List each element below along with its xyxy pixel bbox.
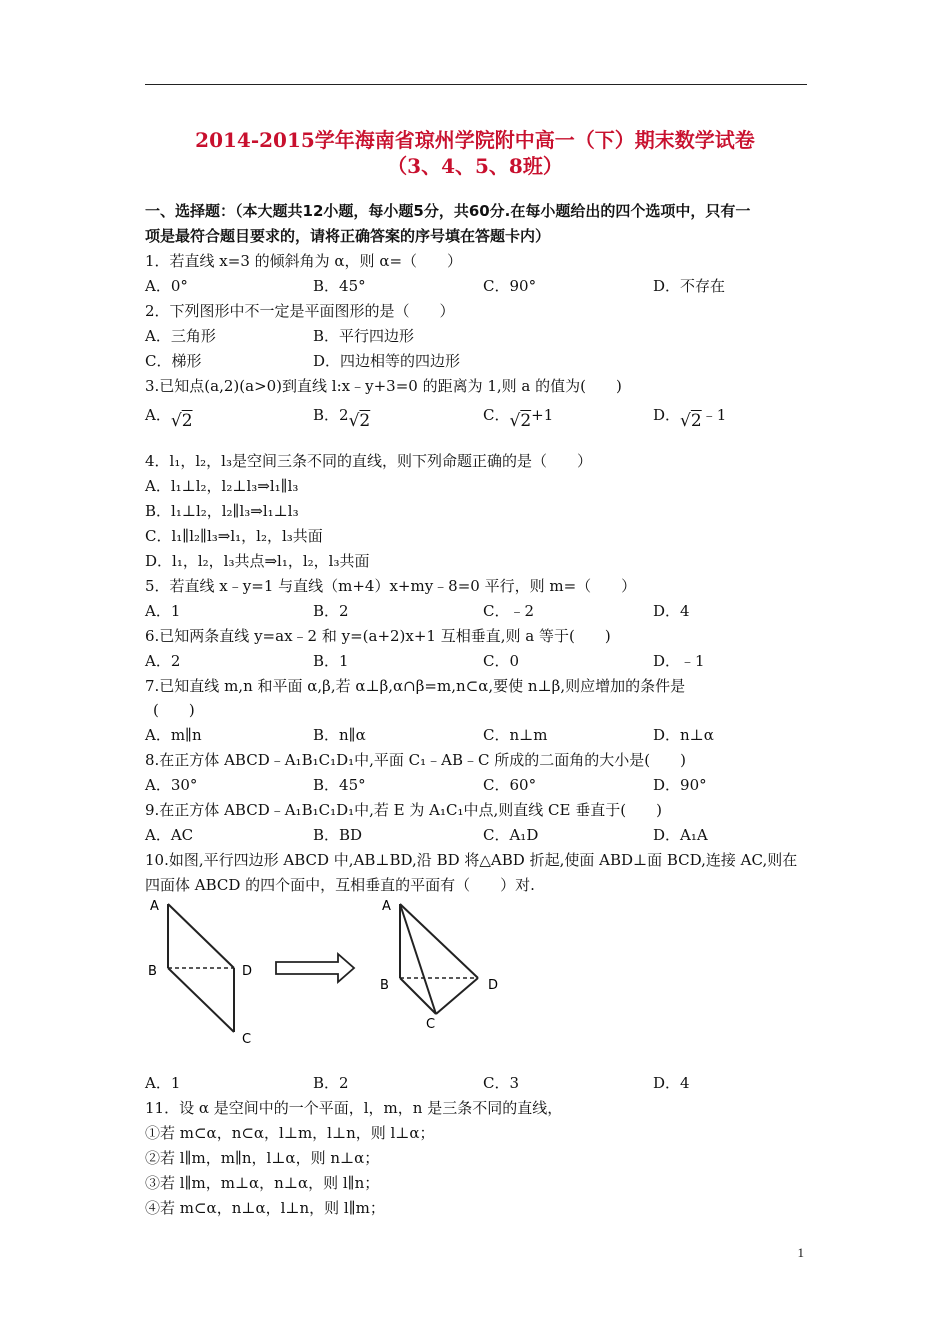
tetrahedron-figure xyxy=(380,899,498,1032)
q3-c-suffix: +1 xyxy=(531,406,554,424)
label-b: B xyxy=(148,964,157,979)
q4-option-b: B．l₁⊥l₂，l₂∥l₃⇒l₁⊥l₃ xyxy=(145,502,299,520)
q5-option-d: D．4 xyxy=(653,602,690,620)
q2-option-d: D．四边相等的四边形 xyxy=(313,352,461,370)
q7-option-a: A．m∥n xyxy=(145,726,202,744)
radicand: 2 xyxy=(359,411,371,431)
q1-option-b: B．45° xyxy=(313,277,366,295)
header-rule xyxy=(145,84,807,85)
q10-option-d: D．4 xyxy=(653,1074,690,1092)
q11-statement-4: ④若 m⊂α，n⊥α，l⊥n，则 l∥m； xyxy=(145,1199,385,1217)
question-6-stem: 6.已知两条直线 y=ax﹣2 和 y=(a+2)x+1 互相垂直,则 a 等于( ) xyxy=(145,627,611,645)
question-4-stem: 4．l₁，l₂，l₃是空间三条不同的直线，则下列命题正确的是（ ） xyxy=(145,452,592,470)
page-title: 2014-2015学年海南省琼州学院附中高一（下）期末数学试卷 xyxy=(195,128,755,152)
arrow-icon xyxy=(276,954,354,982)
q10-option-a: A．1 xyxy=(145,1074,181,1092)
radicand: 2 xyxy=(690,411,702,431)
q3-b-prefix: B．2 xyxy=(313,406,349,424)
question-2-stem: 2．下列图形中不一定是平面图形的是（ ） xyxy=(145,302,455,320)
question-10-stem-cont: 四面体 ABCD 的四个面中，互相垂直的平面有（ ）对. xyxy=(145,876,535,894)
q3-d-prefix: D． xyxy=(653,406,681,424)
radicand: 2 xyxy=(181,411,193,431)
q6-option-b: B．1 xyxy=(313,652,349,670)
q2-option-c: C．梯形 xyxy=(145,352,202,370)
q1-option-a: A．0° xyxy=(145,277,188,295)
q5-option-c: C．﹣2 xyxy=(483,602,535,620)
question-7-stem: 7.已知直线 m,n 和平面 α,β,若 α⊥β,α∩β=m,n⊂α,要使 n⊥β,则应增加的条件是 xyxy=(145,677,686,695)
q9-option-a: A．AC xyxy=(145,826,194,844)
question-8-stem: 8.在正方体 ABCD﹣A₁B₁C₁D₁中,平面 C₁﹣AB﹣C 所成的二面角的大小是( ) xyxy=(145,751,686,769)
label-b: B xyxy=(380,978,389,993)
question-3-stem: 3.已知点(a,2)(a>0)到直线 l:x﹣y+3=0 的距离为 1,则 a 的值为( ) xyxy=(145,377,622,395)
q9-option-b: B．BD xyxy=(313,826,363,844)
q5-option-b: B．2 xyxy=(313,602,349,620)
q4-option-c: C．l₁∥l₂∥l₃⇒l₁，l₂，l₃共面 xyxy=(145,527,323,545)
q5-option-a: A．1 xyxy=(145,602,181,620)
q7-option-d: D．n⊥α xyxy=(653,726,714,744)
sqrt-symbol: √2 xyxy=(170,411,193,431)
q11-statement-1: ①若 m⊂α，n⊂α，l⊥m，l⊥n，则 l⊥α； xyxy=(145,1124,435,1142)
q11-statement-3: ③若 l∥m，m⊥α，n⊥α，则 l∥n； xyxy=(145,1174,380,1192)
question-1-stem: 1．若直线 x=3 的倾斜角为 α，则 α=（ ） xyxy=(145,252,463,270)
q8-option-c: C．60° xyxy=(483,776,537,794)
parallelogram-figure xyxy=(148,899,252,1047)
label-c: C xyxy=(426,1017,436,1032)
sqrt-symbol: √2 xyxy=(680,411,702,431)
page-subtitle: （3、4、5、8班） xyxy=(387,154,563,178)
label-d: D xyxy=(242,964,253,979)
sqrt-symbol: √2 xyxy=(509,411,532,431)
question-11-stem: 11．设 α 是空间中的一个平面，l，m，n 是三条不同的直线， xyxy=(145,1099,563,1117)
label-a: A xyxy=(382,899,391,914)
question-9-stem: 9.在正方体 ABCD﹣A₁B₁C₁D₁中,若 E 为 A₁C₁中点,则直线 CE 垂直于( ) xyxy=(145,801,662,819)
q3-option-c xyxy=(483,405,553,431)
q1-option-d: D．不存在 xyxy=(653,277,726,295)
q3-option-b xyxy=(313,405,370,431)
q4-option-a: A．l₁⊥l₂，l₂⊥l₃⇒l₁∥l₃ xyxy=(145,477,299,495)
folding-figure xyxy=(140,896,520,1056)
q10-option-c: C．3 xyxy=(483,1074,520,1092)
page-number: 1 xyxy=(797,1245,804,1260)
sqrt-symbol: √2 xyxy=(348,411,371,431)
question-5-stem: 5．若直线 x﹣y=1 与直线（m+4）x+my﹣8=0 平行，则 m=（ ） xyxy=(145,577,637,595)
q6-option-c: C．0 xyxy=(483,652,520,670)
label-c: C xyxy=(242,1032,252,1047)
q2-option-a: A．三角形 xyxy=(145,327,216,345)
q10-option-b: B．2 xyxy=(313,1074,349,1092)
q9-option-d: D．A₁A xyxy=(653,826,708,844)
section-heading-cont: 项是最符合题目要求的，请将正确答案的序号填在答题卡内） xyxy=(145,227,551,245)
question-7-stem-cont: ( ) xyxy=(153,701,195,719)
q8-option-d: D．90° xyxy=(653,776,707,794)
q3-option-a xyxy=(145,405,193,431)
q8-option-b: B．45° xyxy=(313,776,366,794)
q8-option-a: A．30° xyxy=(145,776,198,794)
section-heading: 一、选择题：（本大题共12小题，每小题5分，共60分.在每小题给出的四个选项中，只有一 xyxy=(145,202,751,220)
q4-option-d: D．l₁，l₂，l₃共点⇒l₁，l₂，l₃共面 xyxy=(145,552,370,570)
q6-option-d: D．﹣1 xyxy=(653,652,705,670)
q3-d-suffix: ﹣1 xyxy=(701,406,727,424)
q11-statement-2: ②若 l∥m，m∥n，l⊥α，则 n⊥α； xyxy=(145,1149,380,1167)
q1-option-c: C．90° xyxy=(483,277,537,295)
q3-c-prefix: C． xyxy=(483,406,510,424)
q9-option-c: C．A₁D xyxy=(483,826,539,844)
q2-option-b: B．平行四边形 xyxy=(313,327,415,345)
radicand: 2 xyxy=(520,411,532,431)
q7-option-b: B．n∥α xyxy=(313,726,366,744)
q6-option-a: A．2 xyxy=(145,652,181,670)
q7-option-c: C．n⊥m xyxy=(483,726,548,744)
label-d: D xyxy=(488,978,499,993)
label-a: A xyxy=(150,899,159,914)
question-10-stem: 10.如图,平行四边形 ABCD 中,AB⊥BD,沿 BD 将△ABD 折起,使面 ABD⊥面 BCD,连接 AC,则在 xyxy=(145,851,798,869)
q3-a-prefix: A． xyxy=(145,406,171,424)
q3-option-d xyxy=(653,405,726,431)
